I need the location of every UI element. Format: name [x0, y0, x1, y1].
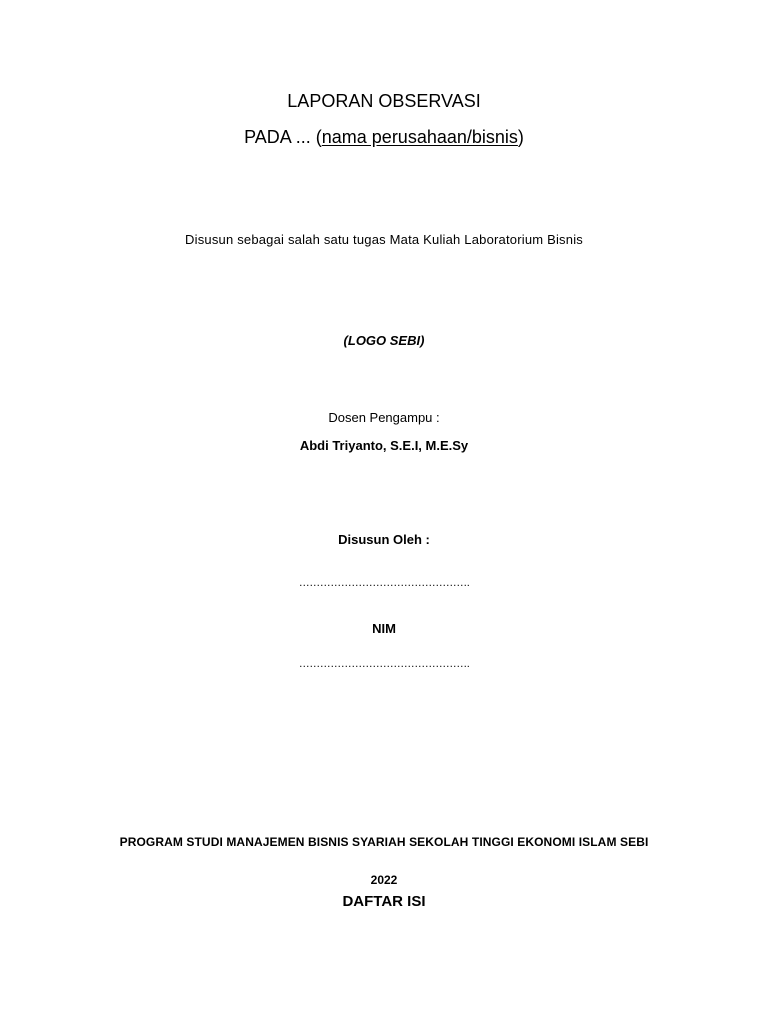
report-title: LAPORAN OBSERVASI	[287, 91, 481, 111]
nim-label: NIM	[372, 621, 396, 636]
subtitle-suffix: )	[517, 127, 524, 147]
lecturer-label: Dosen Pengampu :	[328, 410, 440, 425]
company-name-placeholder: nama perusahaan/bisnis	[321, 127, 518, 147]
logo-placeholder: (LOGO SEBI)	[343, 333, 425, 348]
study-program: PROGRAM STUDI MANAJEMEN BISNIS SYARIAH SEKOLAH TINGGI EKONOMI ISLAM SEBI	[119, 835, 649, 849]
student-name-blank: ………………………………………….	[298, 577, 470, 589]
report-subtitle	[0, 128, 768, 146]
lecturer-name: Abdi Triyanto, S.E.I, M.E.Sy	[299, 438, 469, 453]
report-purpose: Disusun sebagai salah satu tugas Mata Kuliah Laboratorium Bisnis	[185, 232, 583, 247]
nim-blank: ………………………………………….	[298, 658, 470, 670]
compiled-by-label: Disusun Oleh :	[338, 532, 430, 547]
report-year: 2022	[370, 873, 398, 887]
table-of-contents-heading: DAFTAR ISI	[342, 893, 426, 910]
subtitle-prefix: PADA ... (	[244, 127, 322, 147]
